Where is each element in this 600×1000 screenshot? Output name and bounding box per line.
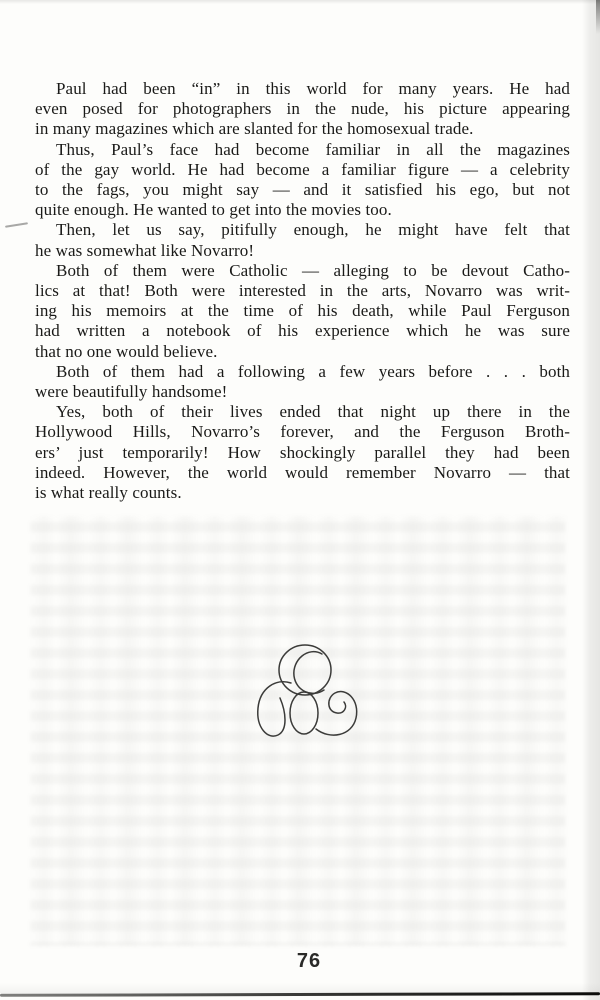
text-line: Yes, both of their lives ended that night up there in the xyxy=(56,402,570,422)
text-line: he was somewhat like Novarro! xyxy=(35,240,255,260)
text-line: indeed. However, the world would remember Novarro — that xyxy=(35,462,570,482)
paragraph xyxy=(35,261,570,362)
text-line: Both of them had a following a few years before . . . both xyxy=(56,361,570,381)
text-line: Hollywood Hills, Novarro’s forever, and the Ferguson Broth- xyxy=(35,422,570,442)
text-line: quite enough. He wanted to get into the movies too. xyxy=(35,200,392,220)
text-line: ers’ just temporarily! How shockingly parallel they had been xyxy=(35,442,570,462)
flourish-ornament-icon xyxy=(242,636,374,764)
text-line: that no one would believe. xyxy=(35,341,218,361)
page-edge-line-bottom xyxy=(0,992,600,997)
paragraph xyxy=(35,402,570,503)
page-number: 76 xyxy=(296,950,322,972)
text-line: had written a notebook of his experience which he was sure xyxy=(35,321,570,341)
page-edge-corner-mark xyxy=(596,0,600,34)
text-block xyxy=(35,79,570,503)
text-line: ing his memoirs at the time of his death, while Paul Ferguson xyxy=(35,301,570,321)
text-line: Thus, Paul’s face had become familiar in all the magazines xyxy=(56,139,570,159)
text-line: Then, let us say, pitifully enough, he might have felt that xyxy=(56,220,570,240)
pencil-mark xyxy=(5,222,28,228)
text-line: of the gay world. He had become a familiar figure — a celebrity xyxy=(35,159,570,179)
text-line: even posed for photographers in the nude, his picture appearing xyxy=(35,99,570,119)
paragraph xyxy=(35,140,570,221)
paragraph xyxy=(35,362,570,402)
page-edge-shadow-top xyxy=(0,0,600,4)
text-line: in many magazines which are slanted for the homosexual trade. xyxy=(35,119,474,139)
text-line: were beautifully handsome! xyxy=(35,382,228,402)
text-line: lics at that! Both were interested in the arts, Novarro was writ- xyxy=(35,281,570,301)
paragraph xyxy=(35,220,570,260)
text-line: Paul had been “in” in this world for many years. He had xyxy=(56,79,570,98)
text-line: is what really counts. xyxy=(35,483,182,503)
page-edge-shadow-right xyxy=(582,0,600,1000)
text-line: Both of them were Catholic — alleging to be devout Catho- xyxy=(56,260,570,280)
paragraph xyxy=(35,79,570,140)
text-line: to the fags, you might say — and it satisfied his ego, but not xyxy=(35,180,570,200)
